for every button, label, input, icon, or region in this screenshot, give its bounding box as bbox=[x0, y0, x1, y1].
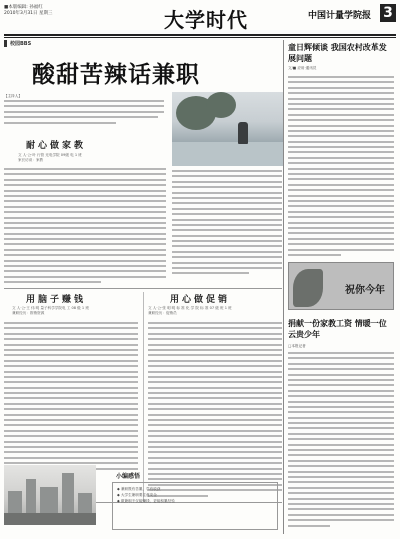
ad-text: 祝你今年 bbox=[345, 285, 385, 296]
photo-tree bbox=[206, 92, 236, 118]
photo-building bbox=[40, 487, 58, 513]
paper-name: 中国计量学院报 bbox=[308, 11, 372, 21]
box2-subtitle bbox=[12, 306, 142, 316]
main-headline: 酸甜苦辣话兼职 bbox=[32, 61, 200, 88]
city-photo bbox=[4, 465, 96, 525]
tips-item: ◆ 做兼职不仅能赚钱，更能积累经验 bbox=[117, 499, 175, 503]
right-article-2-text bbox=[288, 352, 394, 532]
header-date: 2010年3月31日 星期三 bbox=[4, 11, 53, 16]
header-rule-thin bbox=[4, 37, 396, 38]
photo-building bbox=[26, 479, 36, 513]
intro-text-lines bbox=[4, 100, 164, 126]
right-headline-2: 捐献一份家教工资 情暖一位云贵少年 bbox=[288, 318, 387, 339]
photo-person bbox=[238, 122, 248, 144]
page-number: 3 bbox=[380, 4, 396, 22]
section-tag: 校园BBS bbox=[4, 40, 31, 47]
box3-byline: 文 人·公·张 明 明 标 准 化 学 院 标 准 07 级 班 1 班 bbox=[148, 306, 232, 310]
column-rule bbox=[143, 292, 144, 502]
photo-water bbox=[172, 142, 284, 166]
box3-title: 用心做促销 bbox=[170, 295, 231, 305]
intro-label: 【主持人】 bbox=[4, 94, 22, 98]
box2-topic: 兼职经历：推销资源 bbox=[12, 310, 45, 315]
box2-byline: 文 人·公·王 伟 明 量子科学学院电 工 08 级 1 班 bbox=[12, 306, 89, 310]
main-article-area bbox=[4, 40, 282, 534]
header-editor: ■本版编辑: 孙福红 bbox=[4, 5, 43, 10]
column2-text bbox=[172, 170, 282, 280]
page-header bbox=[4, 2, 396, 36]
leaf-icon bbox=[293, 269, 323, 307]
box3-text bbox=[148, 322, 282, 502]
photo-building bbox=[8, 491, 22, 513]
box3-topic: 兼职经历：促销员 bbox=[148, 310, 177, 315]
right-meta-1: 文/■ 应用·通讯员 bbox=[288, 66, 317, 70]
tips-title: 小编感悟 bbox=[116, 473, 141, 480]
header-editor-info bbox=[4, 5, 52, 17]
photo-building bbox=[62, 473, 74, 513]
column-rule bbox=[283, 40, 284, 534]
tips-box bbox=[112, 482, 278, 530]
landscape-photo bbox=[172, 92, 284, 166]
box1-title: 耐心做家教 bbox=[26, 141, 87, 151]
divider bbox=[4, 288, 282, 289]
tips-item: ◆ 兼职既有苦累，学有收获 bbox=[117, 487, 161, 491]
photo-road bbox=[4, 513, 96, 525]
photo-building bbox=[78, 493, 92, 513]
right-headline-1: 童日辉倾谈 我国农村改革发展问题 bbox=[288, 42, 387, 63]
greeting-ad bbox=[288, 262, 394, 310]
box2-text bbox=[4, 322, 141, 482]
right-column bbox=[286, 40, 396, 534]
header-rule bbox=[4, 34, 396, 36]
box3-subtitle bbox=[148, 306, 282, 316]
box2-title: 用脑子赚钱 bbox=[26, 295, 87, 305]
box1-topic: 家长访谈：家教 bbox=[18, 157, 44, 162]
box1-text bbox=[4, 168, 166, 286]
tips-item: ◆ 大学生兼职要注意安全 bbox=[117, 493, 157, 497]
box1-subtitle bbox=[18, 153, 168, 163]
right-article-1-text bbox=[288, 76, 394, 258]
box1-byline: 文 人·公·叶 行管 光电学院 09级 电 1 班 bbox=[18, 153, 82, 157]
section-title: 大学时代 bbox=[164, 8, 248, 32]
right-meta-2: □本报记者 bbox=[288, 344, 306, 348]
